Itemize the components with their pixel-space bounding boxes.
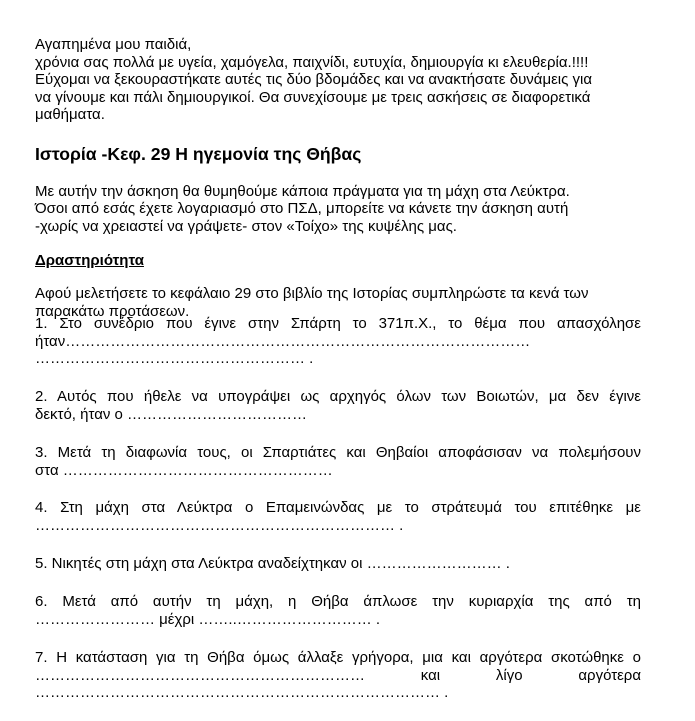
history-text-line: -χωρίς να χρειαστεί να γράψετε- στον «Τοίχο» της κυψέλης μας. xyxy=(35,217,457,235)
activity-instructions-line: παρακάτω προτάσεων. xyxy=(35,302,190,320)
answer-blank[interactable]: στα ……………………………………………… xyxy=(35,461,333,479)
intro-text-line: μαθήματα. xyxy=(35,106,105,124)
intro-text-line: να γίνουμε και πάλι δημιουργικοί. Θα συνεχίσουμε με τρεις ασκήσεις σε διαφορετικά xyxy=(35,88,591,106)
question-text: 4. Στη μάχη στα Λεύκτρα ο Επαμεινώνδας με το στράτευμά του επιτέθηκε με xyxy=(35,499,641,516)
activity-instructions-line: Αφού μελετήσετε το κεφάλαιο 29 στο βιβλίο της Ιστορίας συμπληρώστε τα κενά των xyxy=(35,284,589,302)
question-text: 1. Στο συνέδριο που έγινε στην Σπάρτη το 371π.Χ., το θέμα που απασχόλησε xyxy=(35,315,641,332)
question-text: 3. Μετά τη διαφωνία τους, οι Σπαρτιάτες και Θηβαίοι αποφάσισαν να πολεμήσουν xyxy=(35,444,641,461)
history-text-line: Όσοι από εσάς έχετε λογαριασμό στο ΠΣΔ, μπορείτε να κάνετε την άσκηση αυτή xyxy=(35,200,569,218)
history-heading: Ιστορία -Κεφ. 29 Η ηγεμονία της Θήβας xyxy=(35,143,362,164)
question-word: λίγο xyxy=(495,666,523,684)
answer-blank[interactable]: δεκτό, ήταν ο ……………………………… xyxy=(35,405,308,423)
answer-blank[interactable]: ήταν………………………………………………………………………………… xyxy=(35,332,531,350)
question-word: αργότερα xyxy=(578,666,642,684)
intro-text-line: χρόνια σας πολλά με υγεία, χαμόγελα, παιχνίδι, ευτυχία, δημιουργία κι ελευθερία.!!!! xyxy=(35,53,589,71)
question-1 xyxy=(35,315,641,368)
question-text: 7. Η κατάσταση για τη Θήβα όμως άλλαξε γρήγορα, μια και αργότερα σκοτώθηκε ο xyxy=(35,649,641,666)
question-6 xyxy=(35,593,641,628)
intro-section xyxy=(35,36,641,124)
question-text: 2. Αυτός που ήθελε να υπογράψει ως αρχηγός όλων των Βοιωτών, μα δεν έγινε xyxy=(35,388,641,405)
question-text-line xyxy=(35,667,641,685)
history-section xyxy=(35,144,641,235)
question-3 xyxy=(35,444,641,479)
greeting-line: Αγαπημένα μου παιδιά, xyxy=(35,36,192,53)
question-4 xyxy=(35,499,641,534)
history-text-line: Με αυτήν την άσκηση θα θυμηθούμε κάποια πράγματα για τη μάχη στα Λεύκτρα. xyxy=(35,182,570,200)
answer-blank[interactable]: ……………………………………………………………… . xyxy=(35,516,404,534)
question-text: 6. Μετά από αυτήν τη μάχη, η Θήβα άπλωσε την κυριαρχία της από τη xyxy=(35,593,641,610)
question-7 xyxy=(35,649,641,702)
question-word: και xyxy=(420,666,441,684)
question-text: 5. Νικητές στη μάχη στα Λεύκτρα αναδείχτηκαν οι ……………………… . xyxy=(35,555,510,572)
question-5 xyxy=(35,555,641,573)
document-page xyxy=(35,36,642,702)
question-2 xyxy=(35,388,641,423)
answer-blank[interactable]: ……………………………………………… . xyxy=(35,350,314,368)
activity-section xyxy=(35,252,641,320)
answer-blank[interactable]: ……………………………………………………………………… . xyxy=(35,684,449,702)
intro-text-line: Εύχομαι να ξεκουραστήκατε αυτές τις δύο βδομάδες και να ανακτήσατε δυνάμεις για xyxy=(35,71,593,89)
answer-blank[interactable]: ………………………………………………………… xyxy=(35,666,365,684)
answer-blank[interactable]: …………………… μέχρι ……..……………………… . xyxy=(35,610,381,628)
activity-heading: Δραστηριότητα xyxy=(35,252,144,270)
